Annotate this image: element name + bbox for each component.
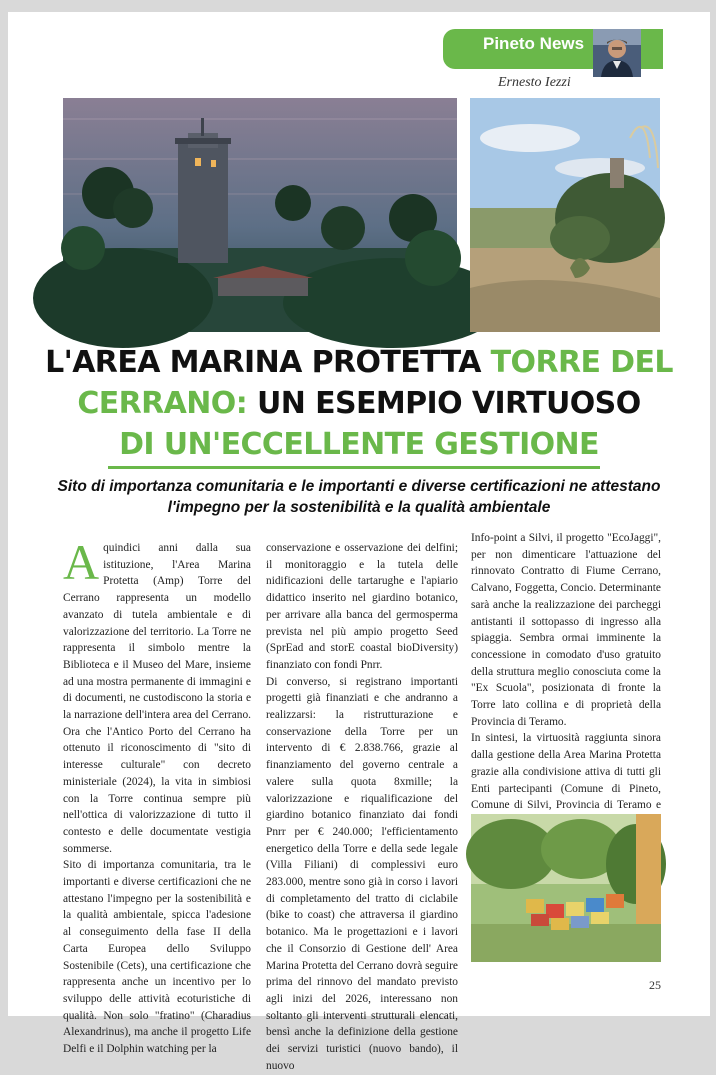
drop-cap: A bbox=[63, 534, 100, 590]
article-subtitle bbox=[48, 476, 670, 518]
paragraph-text: quindici anni dalla sua istituzione, l'Area Marina Protetta (Amp) Torre del Cerrano rappresenta un modello avanzato di tutela ambientale e di valorizzazione del territorio. La Torre ne rappresenta il simbolo mentre la Biblioteca e il Museo del Mare, insieme ad una mostra permanente di immagini e di documenti, ne custodiscono la storia e la narrazione dell'intera area del Cerrano. Ora che l'Antico Porto del Cerrano ha ottenuto il riconoscimento di "sito di interesse culturale" con decreto ministeriale (2024), la vita in simbiosi con la Torre continua sempre più nell'ottica di valorizzazione di tutto il contesto e delle documentate vestigia sommerse. bbox=[63, 542, 251, 855]
section-label: Pineto News bbox=[483, 34, 585, 53]
title-part-4: UN ESEMPIO VIRTUOSO bbox=[247, 386, 641, 421]
body-paragraph: Info-point a Silvi, il progetto "EcoJaggi", per non dimenticare l'attuazione del rinnovato Contratto di Fiume Cerrano, Calvano, Foggetta, Concio. Determinante sarà anche la realizzazione dei parcheggi antistanti il sottopasso di ingresso alla spiaggia. Sembra ormai imminente la concessione in comodato d'uso gratuito della struttura meglio conosciuta come la "Ex Scuola", posizionata di fronte la Torre lato collina e di proprietà della Provincia di Teramo. bbox=[471, 532, 661, 728]
magazine-page bbox=[8, 12, 710, 1072]
body-paragraph: Di converso, si registrano importanti progetti già finanziati e che andranno a realizzarsi: la ristrutturazione e conservazione della Torre per un intervento di € 2.838.766, grazie al finanziamento del governo centrale a valere sulla quota 8xmille; la valorizzazione e riqualificazione del giardino botanico finanziato dai fondi Pnrr per € 240.000; l'efficientamento energetico della Torre e della sede legale (Villa Filiani) di complessivi euro 283.000, mentre sono già in corso i lavori di completamento del tratto di ciclabile (bike to coast) che attraversa il giardino botanico. Ma le progettazioni e i lavori che il Consorzio di Gestione dell' Area Marina Protetta del Cerrano dovrà seguire prima del rinnovo del mandato previsto agli inizi del 2026, interessano non soltanto gli interventi strutturali elencati, bensì anche la definizione della gestione dei servizi turistici (nuovo bando), il nuovo bbox=[266, 675, 458, 1072]
subtitle-line-1: Sito di importanza comunitaria e le importanti e diverse certificazioni ne attestano bbox=[57, 478, 661, 495]
title-part-5: DI UN'ECCELLENTE GESTIONE bbox=[119, 427, 599, 462]
tower-sea-photo bbox=[63, 98, 457, 332]
title-part-3: CERRANO: bbox=[77, 386, 248, 421]
title-divider bbox=[108, 466, 600, 469]
beach-path-photo bbox=[470, 98, 660, 332]
subtitle-line-2: l'impegno per la sostenibilità e la qualità ambientale bbox=[167, 499, 551, 516]
body-column-2 bbox=[266, 540, 458, 1075]
body-paragraph: In sintesi, la virtuosità raggiunta sinora dalla gestione della Area Marina Protetta grazie alla condivisione attiva di tutti gli Enti partecipanti (Comune di Pineto, Comune di Silvi, Provincia di Teramo e bbox=[471, 732, 661, 812]
author-avatar bbox=[593, 29, 641, 77]
body-column-1 bbox=[63, 534, 251, 1058]
page-number: 25 bbox=[649, 978, 661, 992]
body-paragraph: Sito di importanza comunitaria, tra le importanti e diverse certificazioni che ne attestano l'impegno per la sostenibilità e la qualità ambientale, spicca l'adesione al conseguimento della fase II della Carta Europea dello Sviluppo Sostenibile (Cets), una certificazione che rappresenta anche un incentivo per lo sviluppo delle attività ecoturistiche di qualità. Non solo "fratino" (Charadius Alexandrinus), ma anche il progetto Life Delfi e il Dolphin watching per la bbox=[63, 859, 251, 1056]
title-part-2: TORRE DEL bbox=[490, 345, 673, 380]
article-title bbox=[33, 342, 685, 465]
body-paragraph: conservazione e osservazione dei delfini; il monitoraggio e la tutela delle nidificazioni delle tartarughe e l'apiario didattico inserito nel giardino botanico, per arrivare alla banca del germosperma prevista nel più ampio progetto Seed (SprEad and storE coastal bioDiversity) finanziato con fondi Pnrr. bbox=[266, 542, 458, 671]
body-column-3 bbox=[471, 530, 661, 847]
body-paragraph bbox=[63, 534, 251, 857]
beehives-photo bbox=[471, 814, 661, 962]
title-part-1: L'AREA MARINA PROTETTA bbox=[45, 345, 491, 380]
author-name: Ernesto Iezzi bbox=[498, 75, 571, 90]
